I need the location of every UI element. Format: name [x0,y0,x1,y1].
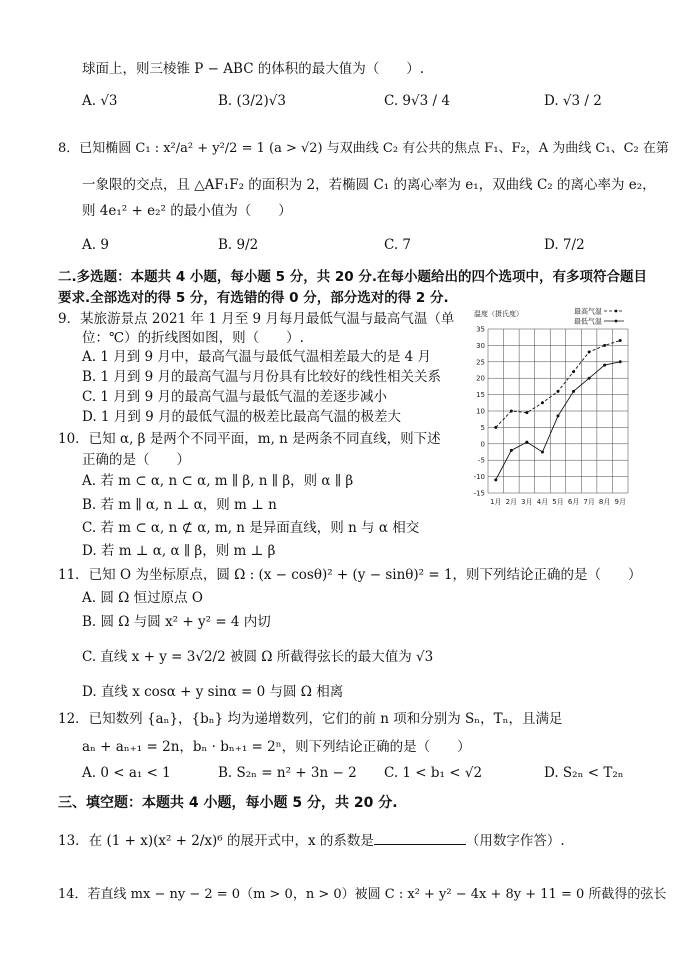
q11-option-d: D. 直线 x cosα + y sinα = 0 与圆 Ω 相离 [82,684,344,700]
data-point [603,344,606,347]
q9-option-b: B. 1 月到 9 月的最高气温与月份具有比较好的线性相关关系 [82,369,442,385]
data-point [603,364,606,367]
q8-stem-line1: 8．已知椭圆 C₁ : x²/a² + y²/2 = 1 (a > √2) 与双曲线 C₂ 有公共的焦点 F₁、F₂，A 为曲线 C₁、C₂ 在第 [58,141,669,156]
q13-tail: （用数字作答）. [465,833,565,849]
legend-label: 最高气温 [574,307,602,316]
q9-stem-line1: 9．某旅游景点 2021 年 1 月至 9 月每月最低气温与最高气温（单 [58,311,455,327]
data-point [525,411,528,414]
q10-option-c: C. 若 m ⊂ α, n ⊄ α, m, n 是异面直线，则 n 与 α 相交 [82,520,420,536]
q8-option-c: C. 7 [384,237,412,253]
x-tick-label: 6月 [567,498,580,506]
q10-option-a: A. 若 m ⊂ α, n ⊂ α, m ∥ β, n ∥ β，则 α ∥ β [82,473,354,489]
data-point [510,410,513,413]
q8-option-d: D. 7/2 [544,237,585,253]
q11-option-c: C. 直线 x + y = 3√2/2 被圆 Ω 所截得弦长的最大值为 √3 [82,649,434,665]
q12-option-d: D. S₂ₙ < T₂ₙ [544,765,624,781]
q13-answer-blank [374,830,466,845]
q8-option-b: B. 9/2 [218,237,259,253]
data-point [557,414,560,417]
q13-stem [58,830,565,850]
data-point [619,360,622,363]
x-tick-label: 4月 [536,498,549,506]
x-tick-label: 5月 [552,498,564,506]
q7-stem-tail: 球面上，则三棱锥 P − ABC 的体积的最大值为（ ）. [82,61,425,77]
section3-heading: 三、填空题：本题共 4 小题，每小题 5 分，共 20 分. [58,795,398,811]
q8-stem-line3: 则 4e₁² + e₂² 的最小值为（ ） [82,203,292,219]
q11-option-a: A. 圆 Ω 恒过原点 O [82,590,203,606]
section2-heading-line2: 要求.全部选对的得 5 分，有选错的得 0 分，部分选对的得 2 分. [58,290,449,306]
x-tick-label: 9月 [614,498,626,506]
q9-option-c: C. 1 月到 9 月的最高气温与最低气温的差逐步减小 [82,389,387,405]
data-point [588,377,591,380]
series-line [496,362,620,480]
q11-stem: 11．已知 O 为坐标原点，圆 Ω : (x − cosθ)² + (y − sinθ)² = 1，则下列结论正确的是（ ） [58,567,642,583]
data-point [588,350,591,353]
chart-legend [574,307,624,326]
y-tick-label: -15 [473,489,485,498]
y-tick-label: 10 [476,407,485,416]
data-point [494,426,497,429]
series-line [496,340,620,427]
q12-stem-line1: 12．已知数列 {aₙ}，{bₙ} 均为递增数列，它们的前 n 项和分别为 Sₙ，Tₙ，且满足 [58,711,563,727]
chart-y-label: 温度（摄氏度） [474,310,523,318]
data-point [525,441,528,444]
temperature-line-chart [456,305,636,517]
q8-stem-line2: 一象限的交点，且 △AF₁F₂ 的面积为 2，若椭圆 C₁ 的离心率为 e₁，双曲线 C₂ 的离心率为 e₂， [82,177,656,193]
data-point [541,401,544,404]
y-tick-label: 15 [476,391,485,400]
q9-stem-line2: 位：℃）的折线图如图，则（ ）. [82,330,304,346]
q7-option-b: B. (3/2)√3 [218,93,286,109]
q10-option-d: D. 若 m ⊥ α, α ∥ β，则 m ⊥ β [82,543,276,559]
legend-label: 最低气温 [574,317,602,326]
data-point [557,390,560,393]
section2-heading-line1: 二.多选题：本题共 4 小题，每小题 5 分，共 20 分.在每小题给出的四个选项中，有多项符合题目 [58,269,648,285]
data-point [572,390,575,393]
y-tick-label: 35 [476,325,485,334]
q12-stem-line2: aₙ + aₙ₊₁ = 2n，bₙ · bₙ₊₁ = 2ⁿ，则下列结论正确的是（ ） [82,739,471,755]
q8-option-a: A. 9 [82,237,109,253]
legend-marker [615,310,618,313]
data-point [510,449,513,452]
y-tick-label: 20 [476,374,485,383]
x-tick-label: 2月 [505,498,518,506]
chart-grid [488,329,628,493]
q12-option-c: C. 1 < b₁ < √2 [384,765,483,781]
q13-text: 13．在 (1 + x)(x² + 2/x)⁶ 的展开式中，x 的系数是 [58,833,374,849]
q10-option-b: B. 若 m ∥ α, n ⊥ α，则 m ⊥ n [82,497,277,513]
q11-option-b: B. 圆 Ω 与圆 x² + y² = 4 内切 [82,614,271,630]
x-tick-label: 8月 [598,498,611,506]
y-tick-label: 5 [480,423,485,432]
data-point [572,370,575,373]
x-tick-label: 7月 [583,498,595,506]
q7-option-c: C. 9√3 / 4 [384,93,450,109]
chart-x-ticks [490,498,626,506]
data-point [494,478,497,481]
q12-option-b: B. S₂ₙ = n² + 3n − 2 [218,765,357,781]
data-point [541,451,544,454]
q10-stem-line2: 正确的是（ ） [82,452,190,468]
q7-option-d: D. √3 / 2 [544,93,602,109]
q12-option-a: A. 0 < a₁ < 1 [82,765,171,781]
chart-y-ticks [474,326,485,498]
y-tick-label: 0 [480,440,485,449]
y-tick-label: 30 [476,341,485,350]
legend-marker [615,320,618,323]
q10-stem-line1: 10．已知 α, β 是两个不同平面，m, n 是两条不同直线，则下述 [58,431,441,447]
q7-option-a: A. √3 [82,93,118,109]
q14-stem: 14．若直线 mx − ny − 2 = 0（m > 0，n > 0）被圆 C : x² + y² − 4x + 8y + 11 = 0 所截得的弦长 [58,887,667,902]
x-tick-label: 3月 [521,498,533,506]
y-tick-label: -10 [473,473,485,482]
y-tick-label: 25 [476,358,485,367]
data-point [619,339,622,342]
q9-option-a: A. 1 月到 9 月中，最高气温与最低气温相差最大的是 4 月 [82,349,432,365]
x-tick-label: 1月 [490,498,502,506]
q9-option-d: D. 1 月到 9 月的最低气温的极差比最高气温的极差大 [82,409,401,425]
y-tick-label: -5 [478,456,485,465]
